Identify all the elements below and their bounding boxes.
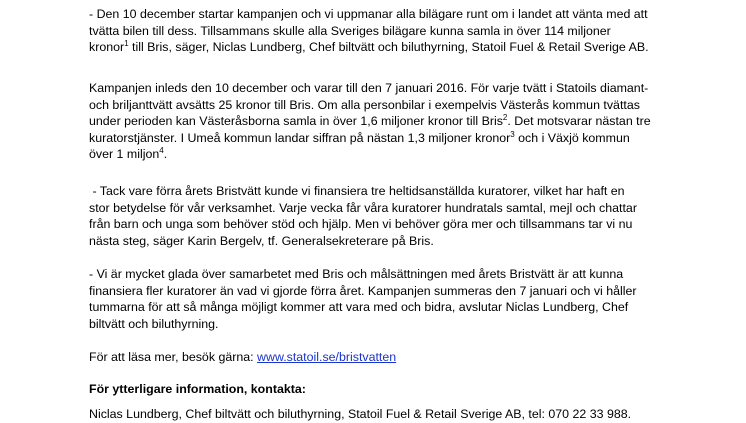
text-fragment: och i Växjö kommun [514, 130, 630, 145]
read-more-line [89, 349, 669, 366]
text-line: För ytterligare information, kontakta: [89, 382, 306, 396]
quote-paragraph-niclas-closing [89, 266, 669, 332]
contact-line [89, 406, 669, 423]
footnote-ref: 4 [159, 146, 164, 156]
text-fragment: . Det motsvarar nästan tre [507, 114, 651, 129]
quote-paragraph-karin [89, 183, 669, 249]
text-fragment: kronor [89, 40, 125, 55]
text-fragment: till Bris, säger, Niclas Lundberg, Chef biltvätt och biluthyrning, Statoil Fuel & Retail Sverige AB. [128, 40, 649, 55]
text-fragment: . [163, 147, 168, 162]
text-fragment: över 1 miljon [89, 147, 160, 162]
text-line: tummarna för att så många möjligt kommer att vara med och bidra, avslutar Niclas Lundberg, Chef [89, 300, 629, 315]
text-line: - Tack vare förra årets Bristvätt kunde vi finansiera tre heltidsanställda kuratorer, vilket har haft en [89, 184, 625, 198]
bristvatten-link[interactable]: www.statoil.se/bristvatten [257, 350, 397, 364]
text-line: Niclas Lundberg, Chef biltvätt och biluthyrning, Statoil Fuel & Retail Sverige AB, tel: 070 22 33 988. [89, 407, 632, 421]
text-line: från barn och unga som behöver stöd och hjälp. Men vi behöver göra mer och tillsammans tar vi nu [89, 217, 633, 232]
text-line [89, 130, 669, 147]
text-line [89, 39, 669, 56]
text-fragment: under perioden kan Västeråsborna samla in över 1,6 miljoner kronor till Bris [89, 114, 503, 129]
text-line: stor betydelse för vår verksamhet. Varje vecka får våra kuratorer hundratals samtal, mejl och chattar [89, 200, 637, 215]
text-line: tvätta bilen till dess. Tillsammans skulle alla Sveriges bilägare kunna samla in över 114 miljoner [89, 23, 611, 38]
campaign-paragraph [89, 80, 669, 163]
quote-paragraph-niclas-intro [89, 6, 669, 56]
text-line: och briljanttvätt avsätts 25 kronor till Bris. Om alla personbilar i exempelvis Västerås kommun tvättas [89, 97, 640, 112]
contact-heading [89, 381, 669, 398]
text-line: Kampanjen inleds den 10 december och varar till den 7 januari 2016. För varje tvätt i Statoils diamant- [89, 81, 649, 95]
text-line [89, 349, 669, 366]
footnote-ref: 1 [124, 39, 129, 49]
text-line: - Den 10 december startar kampanjen och vi uppmanar alla bilägare runt om i landet att vänta med att [89, 7, 648, 21]
text-fragment: kuratorstjänster. I Umeå kommun landar siffran på nästan 1,3 miljoner kronor [89, 130, 511, 145]
footnote-ref: 2 [502, 113, 508, 123]
text-line: nästa steg, säger Karin Bergelv, tf. Generalsekreterare på Bris. [89, 233, 434, 248]
text-line: finansiera fler kuratorer än vad vi gjorde förra året. Kampanjen summeras den 7 januari och vi håller [89, 283, 637, 298]
text-line [89, 113, 669, 130]
text-line [89, 146, 669, 163]
read-more-text: För att läsa mer, besök gärna: [89, 350, 258, 364]
text-line: biltvätt och biluthyrning. [89, 316, 219, 331]
footnote-ref: 3 [510, 129, 515, 139]
text-line: - Vi är mycket glada över samarbetet med Bris och målsättningen med årets Bristvätt är att kunna [89, 267, 624, 281]
